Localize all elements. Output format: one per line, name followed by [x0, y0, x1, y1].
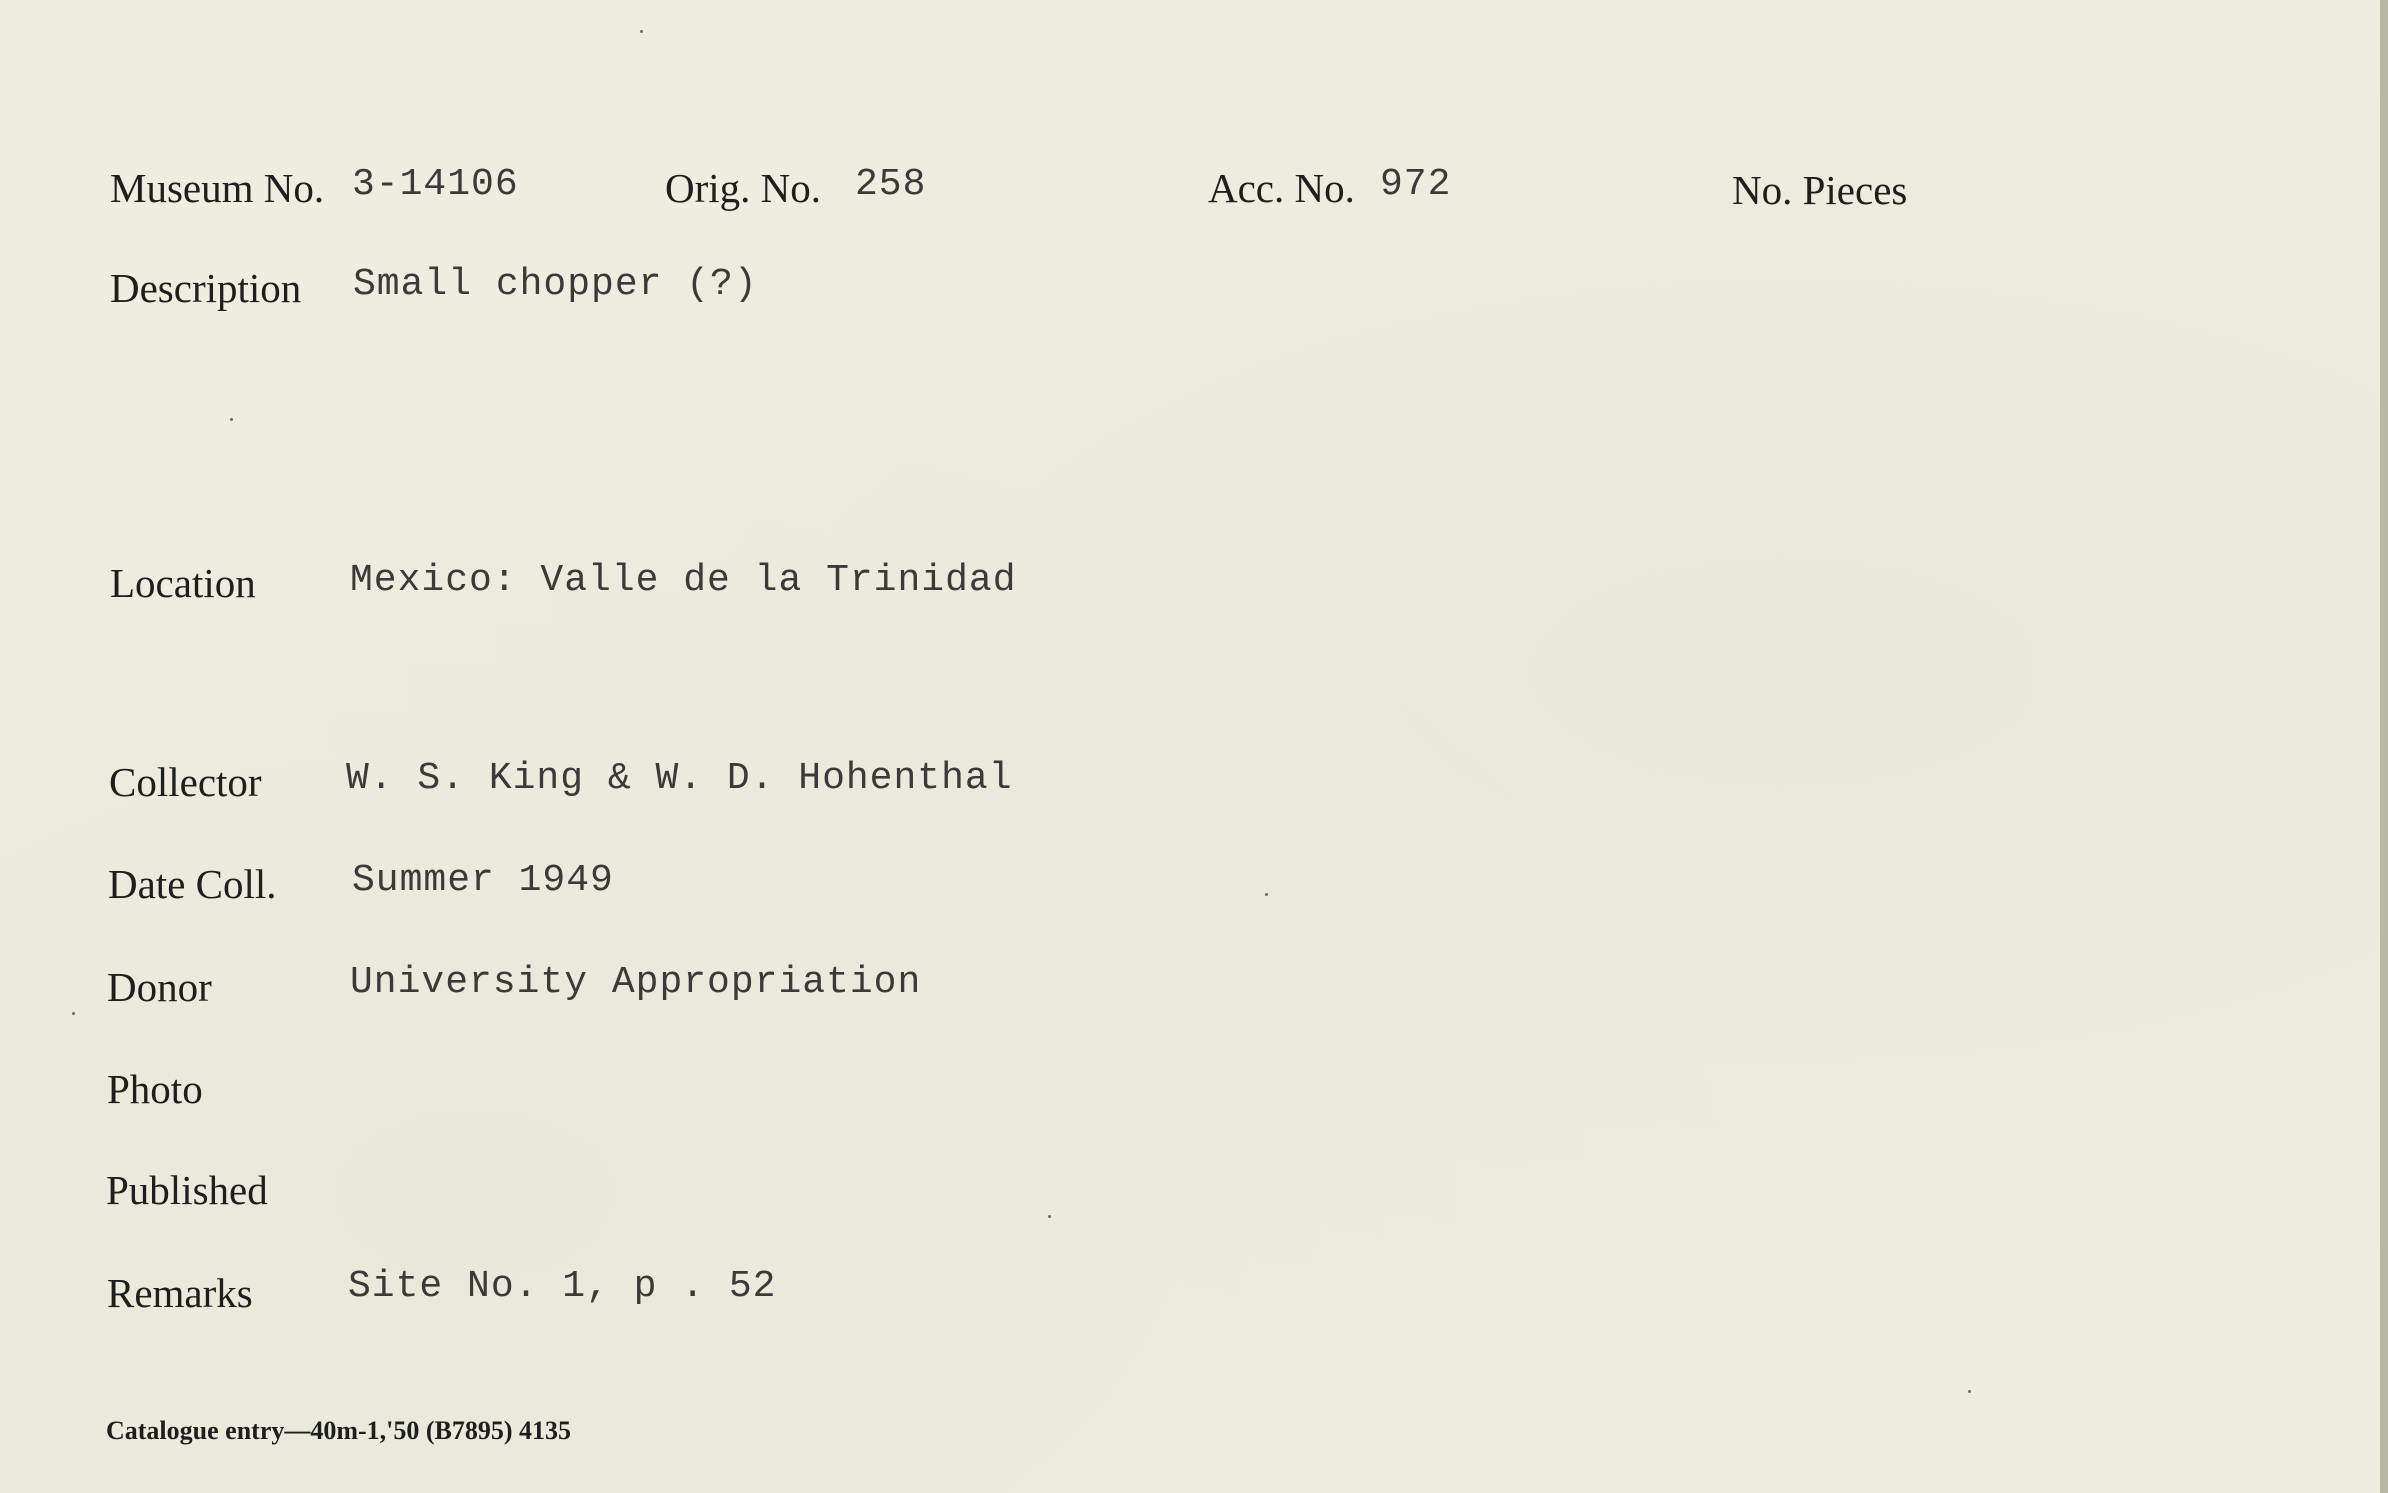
description-value: Small chopper (?) — [353, 263, 758, 306]
donor-label: Donor — [107, 964, 212, 1010]
donor-value: University Appropriation — [350, 961, 922, 1004]
acc-no-value: 972 — [1380, 163, 1452, 206]
location-value: Mexico: Valle de la Trinidad — [350, 559, 1017, 602]
acc-no-label: Acc. No. — [1208, 165, 1355, 211]
museum-no-label: Museum No. — [110, 165, 325, 211]
orig-no-value: 258 — [855, 163, 927, 206]
paper-speck — [1968, 1390, 1971, 1393]
no-pieces-label: No. Pieces — [1732, 167, 1908, 213]
collector-label: Collector — [109, 759, 262, 805]
collector-value: W. S. King & W. D. Hohenthal — [346, 757, 1013, 800]
photo-label: Photo — [107, 1066, 203, 1112]
date-coll-label: Date Coll. — [108, 861, 277, 907]
paper-speck — [1265, 893, 1268, 896]
date-coll-value: Summer 1949 — [352, 859, 614, 902]
paper-speck — [1048, 1215, 1051, 1218]
catalogue-entry-footer: Catalogue entry—40m-1,'50 (B7895) 4135 — [106, 1416, 572, 1445]
museum-no-value: 3-14106 — [352, 163, 519, 206]
orig-no-label: Orig. No. — [665, 165, 822, 211]
remarks-label: Remarks — [107, 1270, 253, 1316]
published-label: Published — [106, 1167, 268, 1213]
paper-speck — [640, 30, 643, 33]
location-label: Location — [110, 560, 256, 606]
remarks-value: Site No. 1, p . 52 — [348, 1265, 777, 1308]
paper-speck — [230, 418, 233, 421]
paper-speck — [72, 1012, 75, 1015]
description-label: Description — [110, 265, 302, 311]
